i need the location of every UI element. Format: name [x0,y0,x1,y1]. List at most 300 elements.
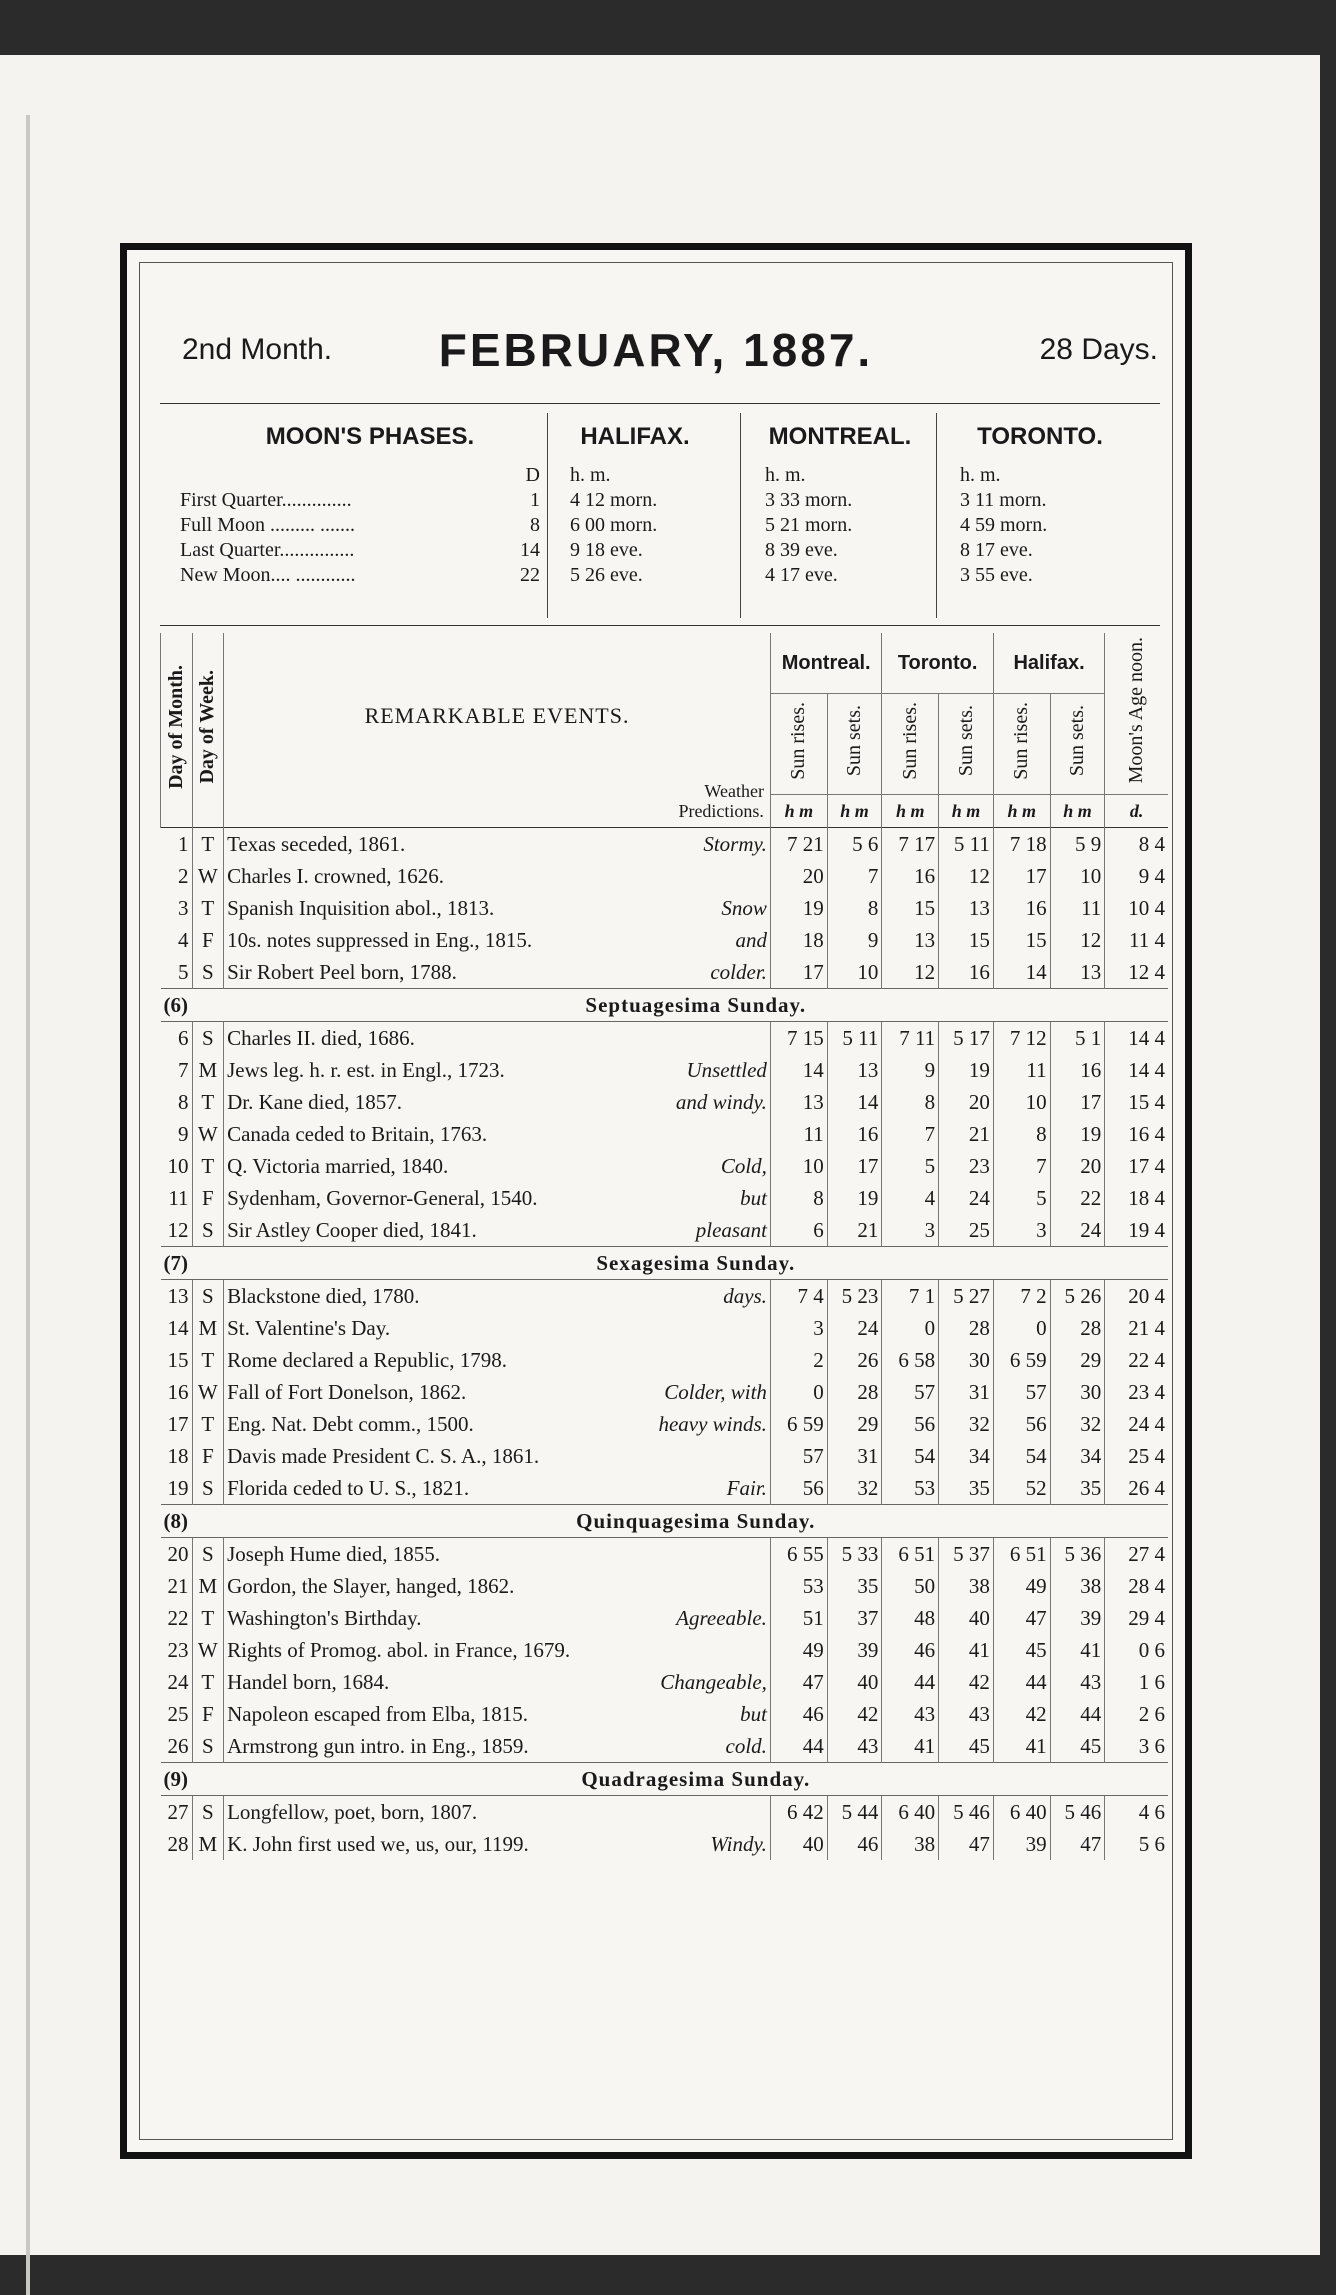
halifax-times: h. m. 4 12 morn. 6 00 morn. 9 18 eve. 5 26 eve. [570,464,658,586]
montreal-sunrise: 18 [770,924,827,956]
weather-prediction: Changeable, [660,1669,767,1694]
toronto-sunrise: 15 [882,892,939,924]
toronto-sunrise: 46 [882,1634,939,1666]
montreal-sunrise: 10 [770,1150,827,1182]
toronto-sunrise: 0 [882,1312,939,1344]
toronto-sunrise: 8 [882,1086,939,1118]
halifax-sunrise: 15 [993,924,1050,956]
events-header: REMARKABLE EVENTS. Weather Predictions. [224,633,771,828]
city-heading-toronto: TORONTO. [977,423,1103,450]
moon-age: 12 4 [1105,956,1168,989]
table-row [161,1698,1169,1730]
montreal-sunrise: 20 [770,860,827,892]
halifax-sunset: 13 [1050,956,1105,989]
montreal-times: h. m. 3 33 morn. 5 21 morn. 8 39 eve. 4 17 eve. [765,464,853,586]
sunday-row [161,1505,1169,1538]
sunday-number: (6) [161,989,224,1022]
hm-label: h m [770,795,827,828]
montreal-sunset: 46 [827,1828,882,1860]
table-row [161,1280,1169,1313]
halifax-sunset: 45 [1050,1730,1105,1763]
montreal-sunset: 10 [827,956,882,989]
day-of-month: 13 [167,1283,189,1308]
table-row [161,1214,1169,1247]
day-of-month: 20 [167,1541,189,1566]
city-heading-montreal: MONTREAL. [768,423,912,450]
toronto-sunset: 5 17 [939,1022,994,1055]
toronto-sunset: 5 46 [939,1796,994,1829]
montreal-sunrise: 8 [770,1182,827,1214]
halifax-sunset: 29 [1050,1344,1105,1376]
day-of-week-header: Day of Week. [192,633,224,828]
montreal-sunrise: 17 [770,956,827,989]
day-of-week: W [192,1634,224,1666]
day-of-month: 11 [168,1185,189,1210]
toronto-sunrise: 7 [882,1118,939,1150]
weather-prediction [644,1344,770,1376]
moon-age: 29 4 [1105,1602,1168,1634]
sunday-label: Sexagesima Sunday. [224,1247,1168,1280]
d-label: d. [1105,795,1168,828]
halifax-sunset: 34 [1050,1440,1105,1472]
halifax-sunrise: 39 [993,1828,1050,1860]
day-of-week: W [192,1118,224,1150]
phase-row: Full Moon ......... ....... 8 [180,514,540,536]
day-of-week: T [192,1666,224,1698]
header-rule [160,403,1160,404]
halifax-sunset: 35 [1050,1472,1105,1505]
day-of-month: 22 [167,1605,189,1630]
city-heading-halifax: HALIFAX. [580,423,690,450]
day-of-month: 10 [167,1153,189,1178]
d-label: D [525,464,540,486]
montreal-sunrise: 53 [770,1570,827,1602]
event: Washington's Birthday. [224,1602,645,1634]
table-row [161,1730,1169,1763]
montreal-sunset: 5 23 [827,1280,882,1313]
event: Florida ceded to U. S., 1821. [224,1472,645,1505]
toronto-sunrise: 53 [882,1472,939,1505]
moon-age: 2 6 [1105,1698,1168,1730]
halifax-sunset: 17 [1050,1086,1105,1118]
toronto-sunset: 15 [939,924,994,956]
day-of-week: S [192,1280,224,1313]
halifax-sunrise: 42 [993,1698,1050,1730]
table-row [161,1376,1169,1408]
day-of-month: 5 [178,959,189,984]
montreal-sunset: 21 [827,1214,882,1247]
day-of-week: S [192,956,224,989]
toronto-sunset: 19 [939,1054,994,1086]
halifax-sunrise: 47 [993,1602,1050,1634]
montreal-sunrise: 6 [770,1214,827,1247]
event: Fall of Fort Donelson, 1862. [224,1376,645,1408]
montreal-sunrise: 49 [770,1634,827,1666]
toronto-sunset: 12 [939,860,994,892]
halifax-sunrise: 6 40 [993,1796,1050,1829]
toronto-header: Toronto. [882,633,993,694]
toronto-sunrise: 5 [882,1150,939,1182]
halifax-sunset: 19 [1050,1118,1105,1150]
day-of-week: S [192,1214,224,1247]
halifax-sunrise: 5 [993,1182,1050,1214]
halifax-sunrise: 0 [993,1312,1050,1344]
halifax-sunset: 44 [1050,1698,1105,1730]
toronto-sunset: 16 [939,956,994,989]
day-of-week: W [192,1376,224,1408]
event: Canada ceded to Britain, 1763. [224,1118,645,1150]
montreal-sunrise: 44 [770,1730,827,1763]
toronto-sunset: 32 [939,1408,994,1440]
halifax-sunset: 12 [1050,924,1105,956]
sun-rises-header: Sun rises. [882,694,939,795]
sun-sets-header: Sun sets. [1050,694,1105,795]
halifax-sunset: 5 1 [1050,1022,1105,1055]
sunday-row [161,1763,1169,1796]
toronto-sunrise: 12 [882,956,939,989]
moon-age: 27 4 [1105,1538,1168,1571]
event: Rights of Promog. abol. in France, 1679. [224,1634,645,1666]
halifax-sunset: 32 [1050,1408,1105,1440]
day-of-week: T [192,1150,224,1182]
montreal-sunset: 8 [827,892,882,924]
weather-prediction [644,1796,770,1829]
toronto-sunset: 13 [939,892,994,924]
toronto-sunset: 43 [939,1698,994,1730]
toronto-sunset: 5 27 [939,1280,994,1313]
halifax-header: Halifax. [993,633,1104,694]
weather-prediction: Unsettled [686,1057,767,1082]
moon-age: 9 4 [1105,860,1168,892]
table-row [161,892,1169,924]
month-label: 2nd Month. [182,333,333,366]
halifax-sunset: 20 [1050,1150,1105,1182]
halifax-sunrise: 6 51 [993,1538,1050,1571]
weather-prediction: heavy winds. [658,1411,767,1436]
weather-prediction [644,1634,770,1666]
event: Eng. Nat. Debt comm., 1500. [224,1408,645,1440]
montreal-sunrise: 56 [770,1472,827,1505]
sunday-row [161,1247,1169,1280]
toronto-sunrise: 6 40 [882,1796,939,1829]
toronto-sunrise: 7 17 [882,828,939,861]
montreal-sunset: 9 [827,924,882,956]
day-of-week: S [192,1796,224,1829]
toronto-sunset: 20 [939,1086,994,1118]
hm-label: h m [939,795,994,828]
weather-prediction: cold. [725,1733,767,1758]
moon-age: 3 6 [1105,1730,1168,1763]
day-of-month: 27 [167,1799,189,1824]
halifax-sunrise: 54 [993,1440,1050,1472]
toronto-sunrise: 41 [882,1730,939,1763]
page-title: FEBRUARY, 1887. [438,324,874,376]
montreal-sunset: 43 [827,1730,882,1763]
moon-age: 11 4 [1105,924,1168,956]
day-of-week: F [192,1440,224,1472]
toronto-sunrise: 9 [882,1054,939,1086]
weather-prediction: days. [723,1283,767,1308]
halifax-sunrise: 7 18 [993,828,1050,861]
toronto-sunrise: 16 [882,860,939,892]
event: Rome declared a Republic, 1798. [224,1344,645,1376]
halifax-sunrise: 7 [993,1150,1050,1182]
weather-prediction: but [740,1185,767,1210]
montreal-sunrise: 46 [770,1698,827,1730]
day-of-month: 15 [167,1347,189,1372]
event: Gordon, the Slayer, hanged, 1862. [224,1570,645,1602]
day-of-week: F [192,924,224,956]
day-of-week: T [192,1408,224,1440]
halifax-sunrise: 10 [993,1086,1050,1118]
event: Longfellow, poet, born, 1807. [224,1796,645,1829]
sun-rises-header: Sun rises. [770,694,827,795]
montreal-sunset: 5 11 [827,1022,882,1055]
weather-prediction: Fair. [726,1475,767,1500]
halifax-sunrise: 11 [993,1054,1050,1086]
montreal-sunset: 39 [827,1634,882,1666]
halifax-sunrise: 44 [993,1666,1050,1698]
moon-age-header: Moon's Age noon. [1105,633,1168,795]
montreal-sunset: 5 33 [827,1538,882,1571]
montreal-sunset: 13 [827,1054,882,1086]
table-row [161,1538,1169,1571]
toronto-sunset: 35 [939,1472,994,1505]
day-of-week: T [192,1344,224,1376]
phases-list [180,463,540,588]
event: Davis made President C. S. A., 1861. [224,1440,645,1472]
day-of-month: 26 [167,1733,189,1758]
montreal-sunset: 14 [827,1086,882,1118]
day-of-month: 25 [167,1701,189,1726]
montreal-sunset: 24 [827,1312,882,1344]
montreal-sunrise: 51 [770,1602,827,1634]
day-of-month: 19 [167,1475,189,1500]
montreal-sunrise: 47 [770,1666,827,1698]
table-row [161,1440,1169,1472]
halifax-sunset: 47 [1050,1828,1105,1860]
montreal-sunset: 28 [827,1376,882,1408]
halifax-sunset: 30 [1050,1376,1105,1408]
day-of-week: F [192,1698,224,1730]
moon-age: 28 4 [1105,1570,1168,1602]
halifax-sunset: 43 [1050,1666,1105,1698]
montreal-sunset: 35 [827,1570,882,1602]
table-row [161,860,1169,892]
table-row [161,956,1169,989]
weather-prediction: and [735,927,767,952]
phases-rule [160,625,1160,626]
day-of-month: 9 [178,1121,189,1146]
weather-prediction: colder. [710,959,767,984]
halifax-sunset: 5 26 [1050,1280,1105,1313]
event: Jews leg. h. r. est. in Engl., 1723. [224,1054,645,1086]
event: K. John first used we, us, our, 1199. [224,1828,645,1860]
halifax-sunrise: 7 12 [993,1022,1050,1055]
montreal-sunset: 31 [827,1440,882,1472]
phase-divider [936,413,937,618]
weather-prediction [644,1022,770,1055]
montreal-sunset: 32 [827,1472,882,1505]
sun-rises-header: Sun rises. [993,694,1050,795]
montreal-sunset: 26 [827,1344,882,1376]
day-of-month: 8 [178,1089,189,1114]
toronto-sunrise: 7 1 [882,1280,939,1313]
montreal-sunset: 5 44 [827,1796,882,1829]
halifax-sunset: 41 [1050,1634,1105,1666]
toronto-sunrise: 50 [882,1570,939,1602]
phase-divider [547,413,548,618]
table-row [161,1634,1169,1666]
day-of-week: W [192,860,224,892]
sunday-label: Septuagesima Sunday. [224,989,1168,1022]
moon-age: 18 4 [1105,1182,1168,1214]
montreal-sunrise: 7 21 [770,828,827,861]
toronto-sunset: 28 [939,1312,994,1344]
moon-age: 8 4 [1105,828,1168,861]
phase-row: Last Quarter............... 14 [180,539,540,561]
toronto-sunrise: 7 11 [882,1022,939,1055]
sun-sets-header: Sun sets. [827,694,882,795]
phase-row: New Moon.... ............ 22 [180,564,540,586]
table-row [161,1472,1169,1505]
toronto-sunset: 34 [939,1440,994,1472]
day-of-week: S [192,1472,224,1505]
day-of-week: T [192,1602,224,1634]
moon-age: 25 4 [1105,1440,1168,1472]
moon-age: 14 4 [1105,1022,1168,1055]
moon-age: 26 4 [1105,1472,1168,1505]
toronto-sunrise: 43 [882,1698,939,1730]
montreal-sunset: 29 [827,1408,882,1440]
montreal-sunset: 19 [827,1182,882,1214]
montreal-sunset: 17 [827,1150,882,1182]
toronto-sunrise: 13 [882,924,939,956]
montreal-sunset: 5 6 [827,828,882,861]
event: Sir Astley Cooper died, 1841. [224,1214,645,1247]
spine-line [26,115,30,2295]
weather-prediction: Windy. [710,1831,767,1856]
moon-age: 1 6 [1105,1666,1168,1698]
weather-prediction [644,1312,770,1344]
moon-age: 10 4 [1105,892,1168,924]
event: Joseph Hume died, 1855. [224,1538,645,1571]
toronto-sunset: 25 [939,1214,994,1247]
halifax-sunrise: 16 [993,892,1050,924]
day-of-month: 21 [167,1573,189,1598]
event: Handel born, 1684. [224,1666,645,1698]
day-of-month: 17 [167,1411,189,1436]
weather-prediction: Colder, with [664,1379,767,1404]
table-row [161,924,1169,956]
day-of-month: 16 [167,1379,189,1404]
montreal-sunrise: 2 [770,1344,827,1376]
moon-age: 23 4 [1105,1376,1168,1408]
halifax-sunset: 28 [1050,1312,1105,1344]
moon-age: 15 4 [1105,1086,1168,1118]
event: Charles I. crowned, 1626. [224,860,645,892]
halifax-sunset: 5 46 [1050,1796,1105,1829]
halifax-sunrise: 56 [993,1408,1050,1440]
weather-prediction: and windy. [675,1089,767,1114]
montreal-sunrise: 14 [770,1054,827,1086]
montreal-sunrise: 40 [770,1828,827,1860]
montreal-header: Montreal. [770,633,881,694]
day-of-week: S [192,1730,224,1763]
montreal-sunrise: 6 42 [770,1796,827,1829]
hm-label: h m [827,795,882,828]
sunday-number: (9) [161,1763,224,1796]
halifax-sunset: 11 [1050,892,1105,924]
moon-age: 14 4 [1105,1054,1168,1086]
almanac-page [0,55,1320,2255]
table-row [161,1408,1169,1440]
toronto-sunset: 5 37 [939,1538,994,1571]
table-row [161,828,1169,861]
toronto-sunset: 21 [939,1118,994,1150]
event: Blackstone died, 1780. [224,1280,645,1313]
weather-prediction [644,1538,770,1571]
toronto-sunrise: 48 [882,1602,939,1634]
toronto-sunset: 41 [939,1634,994,1666]
event: Dr. Kane died, 1857. [224,1086,645,1118]
halifax-sunrise: 8 [993,1118,1050,1150]
event: Armstrong gun intro. in Eng., 1859. [224,1730,645,1763]
table-row [161,1054,1169,1086]
day-of-week: T [192,1086,224,1118]
phase-divider [740,413,741,618]
moon-age: 4 6 [1105,1796,1168,1829]
day-of-month: 18 [167,1443,189,1468]
halifax-sunset: 24 [1050,1214,1105,1247]
weather-prediction [644,1440,770,1472]
montreal-sunset: 42 [827,1698,882,1730]
weather-prediction [644,860,770,892]
phases-heading: MOON'S PHASES. [265,423,475,450]
toronto-sunrise: 38 [882,1828,939,1860]
toronto-sunrise: 56 [882,1408,939,1440]
table-row [161,1312,1169,1344]
montreal-sunset: 7 [827,860,882,892]
weather-prediction [644,1570,770,1602]
toronto-sunset: 31 [939,1376,994,1408]
calendar-frame [120,243,1192,2159]
phase-row: First Quarter.............. 1 [180,489,540,511]
moon-age: 20 4 [1105,1280,1168,1313]
day-of-month: 2 [178,863,189,888]
weather-prediction: Stormy. [703,831,767,856]
toronto-sunrise: 3 [882,1214,939,1247]
toronto-sunrise: 4 [882,1182,939,1214]
halifax-sunset: 22 [1050,1182,1105,1214]
halifax-sunrise: 14 [993,956,1050,989]
table-row [161,1796,1169,1829]
halifax-sunset: 16 [1050,1054,1105,1086]
toronto-sunrise: 57 [882,1376,939,1408]
day-of-month: 23 [167,1637,189,1662]
table-row [161,1666,1169,1698]
moon-age: 24 4 [1105,1408,1168,1440]
table-row [161,1182,1169,1214]
halifax-sunrise: 57 [993,1376,1050,1408]
table-row [161,1118,1169,1150]
toronto-sunset: 24 [939,1182,994,1214]
moon-age: 0 6 [1105,1634,1168,1666]
toronto-sunset: 40 [939,1602,994,1634]
sun-sets-header: Sun sets. [939,694,994,795]
weather-prediction: pleasant [695,1217,767,1242]
sunday-label: Quinquagesima Sunday. [224,1505,1168,1538]
